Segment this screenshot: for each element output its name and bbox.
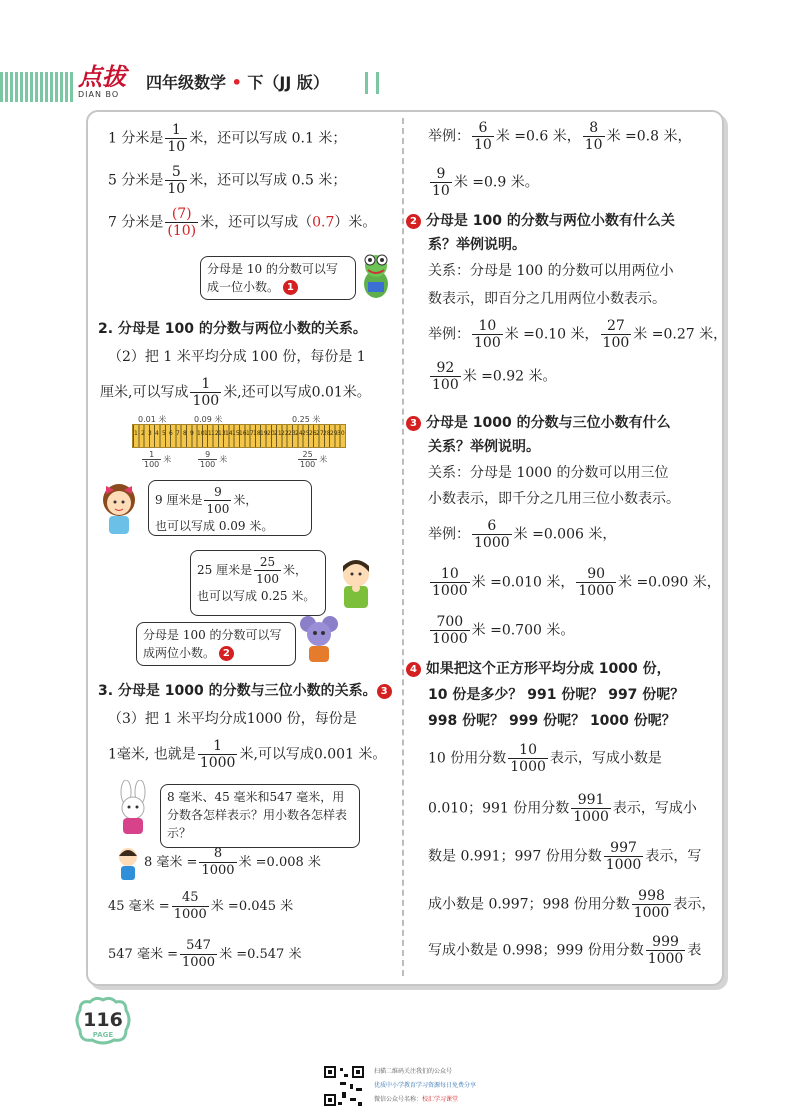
- question-3: 3 分母是 1000 的分数与三位小数有什么: [406, 412, 671, 434]
- ruler-digit: 18: [253, 430, 261, 437]
- fraction: $\frac{1}{100}$: [192, 376, 220, 409]
- line-7dm: 7 分米是 $\frac{(7)}{(10)}$ 米，还可以写成（0.7）米。: [108, 206, 377, 239]
- relation-3-line2: 小数表示，即千分之几用三位小数表示。: [428, 491, 680, 507]
- example-tenths-2: $\frac{9}{10}$ 米 =0.9 米。: [432, 166, 539, 199]
- section-2-title: 2. 分母是 100 的分数与两位小数的关系。: [98, 321, 367, 337]
- right-column: [410, 118, 728, 978]
- page-number: 116: [83, 1009, 123, 1031]
- title-dot: •: [231, 73, 242, 92]
- boy-character-icon: [336, 556, 380, 612]
- ruler-digit: 19: [260, 430, 268, 437]
- ruler-digit: 3: [148, 430, 152, 437]
- example-thousandths-2: $\frac{10}{1000}$ 米 =0.010 米， $\frac{90}{1000}$ 米 =0.090 米，: [432, 566, 721, 599]
- qr-line-2: 优质中小学教育学习资源每日免费分享: [374, 1082, 477, 1089]
- ruler-digit: 24: [295, 430, 303, 437]
- ruler-fraction: $\frac{1}{100}$ 米: [144, 450, 172, 469]
- ruler-digit: 27: [316, 430, 324, 437]
- example-tenths: 举例： $\frac{6}{10}$ 米 =0.6 米， $\frac{8}{10}$ 米 =0.8 米，: [428, 120, 692, 153]
- example-thousandths-3: $\frac{700}{1000}$ 米 =0.700 米。: [432, 614, 575, 647]
- page-number-badge: [74, 996, 132, 1046]
- question-4-line3: 998 份呢？ 999 份呢？ 1000 份呢？: [428, 713, 676, 729]
- ruler-digit: 14: [225, 430, 233, 437]
- ruler-digit: 20: [267, 430, 275, 437]
- answer-line-4: 成小数是 0.997；998 份用分数 $\frac{998}{1000}$ 表示，: [428, 888, 716, 921]
- question-2-line2: 系？举例说明。: [428, 237, 526, 253]
- ruler-digit: 6: [169, 430, 173, 437]
- ruler-digit: 11: [204, 430, 212, 437]
- badge-2: 2: [219, 646, 234, 661]
- para-3-line2: 1毫米, 也就是 $\frac{1}{1000}$ 米,可以写成0.001 米。: [108, 738, 387, 771]
- example-hundredths: 举例： $\frac{10}{100}$ 米 =0.10 米， $\frac{27}{100}$ 米 =0.27 米，: [428, 318, 728, 351]
- line-1dm: 1 分米是 $\frac{1}{10}$ 米，还可以写成 0.1 米；: [108, 122, 347, 155]
- boy-speech-bubble: 25 厘米是 $\frac{25}{100}$ 米， 也可以写成 0.25 米。: [190, 550, 326, 616]
- ruler-digit: 25: [302, 430, 310, 437]
- header-stripes: [0, 72, 74, 102]
- ruler-digit: 9: [190, 430, 194, 437]
- ruler-digit: 29: [330, 430, 338, 437]
- ruler-digit: 8: [183, 430, 187, 437]
- ruler-digit: 17: [246, 430, 254, 437]
- fraction-answer: $\frac{(7)}{(10)}$: [167, 206, 197, 239]
- fraction: $\frac{25}{100}$: [256, 555, 279, 586]
- section-3-title: 3. 分母是 1000 的分数与三位小数的关系。 3: [98, 680, 392, 700]
- column-divider: [402, 118, 404, 976]
- logo-text: 点拔: [78, 62, 126, 91]
- ruler-digit: 5: [162, 430, 166, 437]
- ruler-digit: 30: [337, 430, 345, 437]
- page-word: PAGE: [92, 1031, 114, 1039]
- ruler-label-top: 0.09 米: [194, 415, 223, 424]
- girl-speech-bubble: 9 厘米是 $\frac{9}{100}$ 米， 也可以写成 0.09 米。: [148, 480, 312, 536]
- ruler-fraction: $\frac{9}{100}$ 米: [200, 450, 228, 469]
- equation-8mm: 8 毫米 = $\frac{8}{1000}$ 米 =0.008 米: [144, 846, 321, 878]
- equation-45mm: 45 毫米 = $\frac{45}{1000}$ 米 =0.045 米: [108, 890, 294, 922]
- question-2: 2 分母是 100 的分数与两位小数有什么关: [406, 210, 675, 232]
- fraction: $\frac{5}{10}$: [167, 164, 186, 197]
- answer-blank: 0.7: [312, 214, 335, 231]
- rabbit-speech-bubble: 8 毫米、45 毫米和547 毫米，用分数各怎样表示？用小数各怎样表示？: [160, 784, 360, 848]
- question-4-line2: 10 份是多少？ 991 份呢？ 997 份呢？: [428, 687, 685, 703]
- qr-line-1: 扫描二维码关注我们的公众号: [374, 1068, 453, 1075]
- para-3-line1: （3）把 1 米平均分成1000 份，每份是: [108, 711, 357, 727]
- ruler-label-top: 0.01 米: [138, 415, 167, 424]
- edition-label: 下（JJ 版）: [247, 73, 329, 92]
- fraction: $\frac{547}{1000}$: [181, 938, 216, 970]
- small-boy-icon: [114, 846, 142, 882]
- relation-2-line2: 数表示，即百分之几用两位小数表示。: [428, 291, 666, 307]
- qr-line-3: 微信公众号名称：校汇学习课堂: [374, 1096, 459, 1103]
- relation-2-line1: 关系：分母是 100 的分数可以用两位小: [428, 263, 674, 279]
- line-5dm: 5 分米是 $\frac{5}{10}$ 米，还可以写成 0.5 米；: [108, 164, 347, 197]
- header-bars: [365, 72, 379, 94]
- girl-character-icon: [96, 478, 142, 538]
- fraction: $\frac{9}{100}$: [206, 485, 230, 516]
- fraction: $\frac{8}{1000}$: [201, 846, 235, 878]
- example-hundredths-2: $\frac{92}{100}$ 米 =0.92 米。: [432, 360, 557, 393]
- ruler-label-top: 0.25 米: [292, 415, 321, 424]
- ruler-digit: 26: [309, 430, 317, 437]
- ruler-digit: 28: [323, 430, 331, 437]
- fraction: $\frac{45}{1000}$: [173, 890, 207, 922]
- ruler-digit: 4: [155, 430, 159, 437]
- ruler-digit: 22: [281, 430, 289, 437]
- ruler-digit: 16: [239, 430, 247, 437]
- equation-547mm: 547 毫米 = $\frac{547}{1000}$ 米 =0.547 米: [108, 938, 302, 970]
- ruler-digit: 10: [197, 430, 205, 437]
- logo-pinyin: DIAN BO: [78, 90, 120, 99]
- ruler-digit: 23: [288, 430, 296, 437]
- brand-logo: [78, 64, 140, 104]
- frog-speech-bubble: 分母是 10 的分数可以写成一位小数。 1: [200, 256, 356, 300]
- book-title: [146, 70, 329, 93]
- ruler-digit: 15: [232, 430, 240, 437]
- badge-1: 1: [283, 280, 298, 295]
- frog-character-icon: [356, 250, 396, 300]
- question-3-line2: 关系？举例说明。: [428, 439, 540, 455]
- example-thousandths: 举例： $\frac{6}{1000}$ 米 =0.006 米，: [428, 518, 617, 551]
- mouse-speech-bubble: 分母是 100 的分数可以写成两位小数。 2: [136, 622, 296, 666]
- para-2-line2: 厘米,可以写成 $\frac{1}{100}$ 米,还可以写成0.01米。: [100, 376, 371, 409]
- fraction: $\frac{1}{10}$: [167, 122, 186, 155]
- answer-line-2: 0.010；991 份用分数 $\frac{991}{1000}$ 表示，写成小: [428, 792, 697, 825]
- answer-line-1: 10 份用分数 $\frac{10}{1000}$ 表示，写成小数是: [428, 742, 662, 775]
- ruler-fraction: $\frac{25}{100}$ 米: [300, 450, 328, 469]
- rabbit-character-icon: [110, 780, 156, 838]
- fraction: $\frac{1}{1000}$: [199, 738, 236, 771]
- ruler-digit: 13: [218, 430, 226, 437]
- question-4: 4 如果把这个正方形平均分成 1000 份，: [406, 658, 671, 680]
- subject-title: 四年级数学: [146, 73, 227, 92]
- badge-3: 3: [377, 684, 392, 699]
- mouse-character-icon: [296, 614, 342, 666]
- ruler-digit: 21: [274, 430, 282, 437]
- ruler-digit: 12: [211, 430, 219, 437]
- qr-footer: [322, 1064, 492, 1110]
- qr-code-icon: [322, 1064, 366, 1108]
- answer-line-5: 写成小数是 0.998；999 份用分数 $\frac{999}{1000}$ 表: [428, 934, 702, 967]
- relation-3-line1: 关系：分母是 1000 的分数可以用三位: [428, 465, 669, 481]
- ruler-digit: 7: [176, 430, 180, 437]
- ruler-digit: 1: [134, 430, 138, 437]
- answer-line-3: 数是 0.991；997 份用分数 $\frac{997}{1000}$ 表示，写: [428, 840, 702, 873]
- ruler-digit: 2: [141, 430, 145, 437]
- para-2-line1: （2）把 1 米平均分成 100 份，每份是 1: [108, 349, 366, 365]
